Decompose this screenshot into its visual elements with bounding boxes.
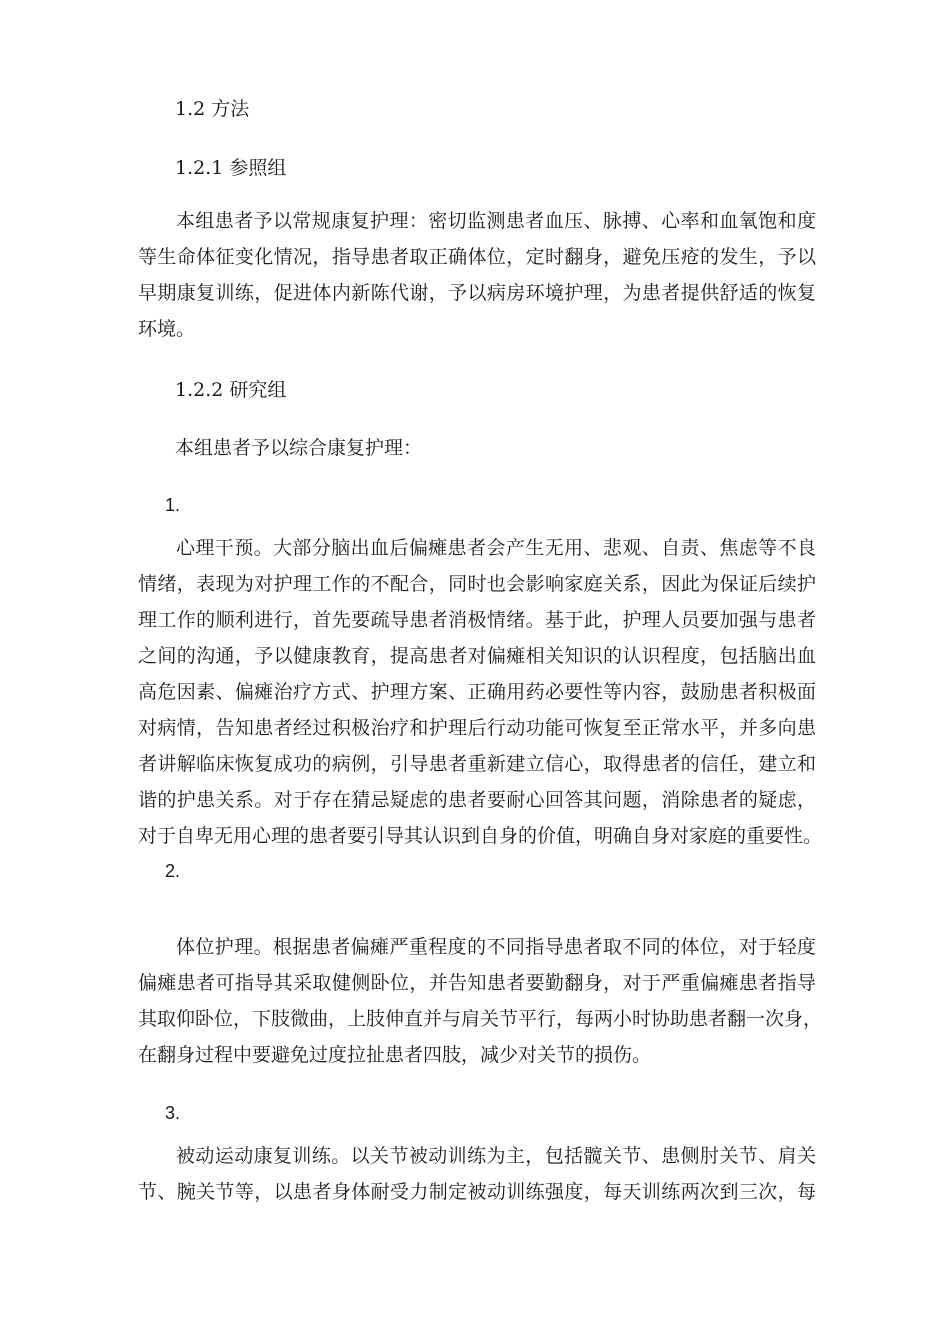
paragraph-line: 节、腕关节等，以患者身体耐受力制定被动训练强度，每天训练两次到三次，每 (138, 1181, 816, 1203)
paragraph-line: 体位护理。根据患者偏瘫严重程度的不同指导患者取不同的体位，对于轻度 (176, 936, 816, 958)
paragraph-line: 者讲解临床恢复成功的病例，引导患者重新建立信心，取得患者的信任，建立和 (138, 753, 816, 775)
paragraph-line: 等生命体征变化情况，指导患者取正确体位，定时翻身，避免压疮的发生，予以 (138, 246, 816, 268)
study-group-intro: 本组患者予以综合康复护理： (175, 437, 423, 459)
list-number-1: 1. (165, 495, 181, 515)
item1-paragraph (138, 530, 823, 854)
section-heading-study-group: 1.2.2 研究组 (175, 379, 287, 401)
section-heading-reference-group: 1.2.1 参照组 (175, 157, 287, 179)
paragraph-line: 之间的沟通，予以健康教育，提高患者对偏瘫相关知识的认识程度，包括脑出血 (138, 645, 816, 667)
paragraph-line: 理工作的顺利进行，首先要疏导患者消极情绪。基于此，护理人员要加强与患者 (138, 609, 816, 631)
paragraph-line: 心理干预。大部分脑出血后偏瘫患者会产生无用、悲观、自责、焦虑等不良 (176, 537, 816, 559)
paragraph-line: 在翻身过程中要避免过度拉扯患者四肢，减少对关节的损伤。 (138, 1044, 652, 1066)
paragraph-line: 环境。 (138, 318, 196, 340)
paragraph-line: 本组患者予以常规康复护理：密切监测患者血压、脉搏、心率和血氧饱和度 (176, 210, 816, 232)
list-number-2: 2. (165, 861, 181, 881)
reference-group-paragraph (138, 203, 816, 347)
paragraph-line: 对于自卑无用心理的患者要引导其认识到自身的价值，明确自身对家庭的重要性。 (138, 825, 823, 847)
list-number-3: 3. (165, 1103, 181, 1123)
item2-paragraph (138, 929, 823, 1073)
paragraph-line: 高危因素、偏瘫治疗方式、护理方案、正确用药必要性等内容，鼓励患者积极面 (138, 681, 816, 703)
paragraph-line: 谐的护患关系。对于存在猜忌疑虑的患者要耐心回答其问题，消除患者的疑虑， (138, 789, 816, 811)
section-heading-methods: 1.2 方法 (175, 98, 250, 120)
paragraph-line: 情绪，表现为对护理工作的不配合，同时也会影响家庭关系，因此为保证后续护 (138, 573, 816, 595)
paragraph-line: 对病情，告知患者经过积极治疗和护理后行动功能可恢复至正常水平，并多向患 (138, 717, 816, 739)
paragraph-line: 被动运动康复训练。以关节被动训练为主，包括髋关节、患侧肘关节、肩关 (176, 1145, 816, 1167)
item3-paragraph (138, 1138, 816, 1210)
paragraph-line: 其取仰卧位，下肢微曲，上肢伸直并与肩关节平行，每两小时协助患者翻一次身， (138, 1008, 823, 1030)
paragraph-line: 早期康复训练，促进体内新陈代谢，予以病房环境护理，为患者提供舒适的恢复 (138, 282, 816, 304)
paragraph-line: 偏瘫患者可指导其采取健侧卧位，并告知患者要勤翻身，对于严重偏瘫患者指导 (138, 972, 816, 994)
